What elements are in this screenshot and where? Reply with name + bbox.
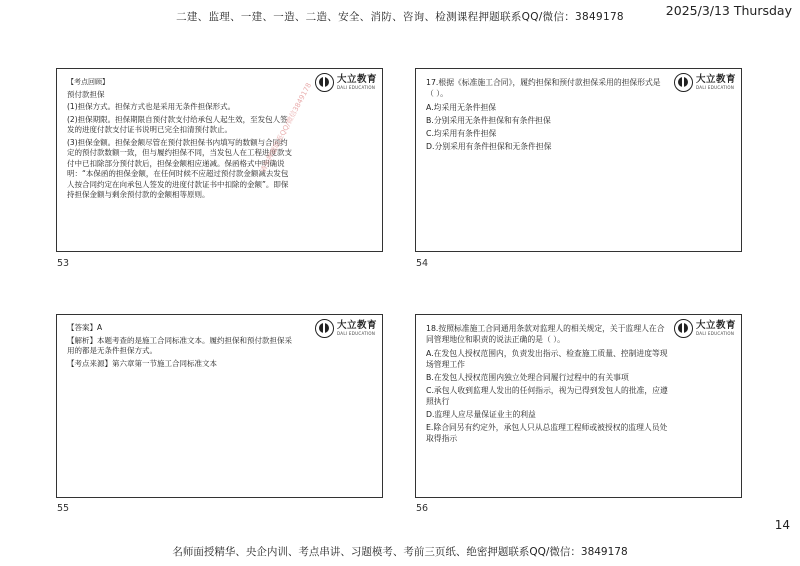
slide-54-content (426, 77, 666, 154)
logo-icon (315, 319, 334, 338)
slide-54 (415, 68, 742, 252)
logo-name: 大立教育 (695, 73, 736, 85)
slide-number: 54 (416, 258, 429, 269)
logo (674, 73, 736, 92)
slide-56-line: A.在发包人授权范围内，负责发出指示、检查施工质量、控制进度等现场管理工作 (426, 349, 668, 369)
logo-icon (315, 73, 334, 92)
slide-number: 56 (416, 503, 429, 514)
top-banner: 二建、监理、一建、一造、二造、安全、消防、咨询、检测课程押题联系QQ/微信：3849178 (176, 11, 624, 23)
slide-54-line: D.分别采用有条件担保和无条件担保 (426, 142, 552, 151)
slide-53-line: 【考点回顾】 (67, 78, 109, 86)
slide-56-line: D.监理人应尽量保证业主的利益 (426, 410, 536, 419)
logo (674, 319, 736, 338)
logo-icon (674, 73, 693, 92)
logo (315, 319, 377, 338)
logo-subtitle: DALI EDUCATION (695, 331, 735, 337)
logo-icon (674, 319, 693, 338)
logo-name: 大立教育 (336, 73, 377, 85)
logo-subtitle: DALI EDUCATION (695, 85, 735, 91)
slide-53-line: (3)担保金额。担保金额尽管在预付款担保书内填写的数额与合同约定的预付款数额一致，但与履约担保不同，当发包人在工程进度款支付中已扣除部分预付款后，担保金额相应递减。保函格式中明确说明：“本保函的担保金额，在任何时候不应超过预付款金额减去发包人按合同约定在向承包人签发的进度付款证书中扣除的金额”。即保持担保金额与剩余预付款的金额相等原则。 (67, 137, 292, 199)
slide-54-line: A.均采用无条件担保 (426, 103, 497, 112)
slide-number: 53 (57, 258, 70, 269)
slide-53-line: (2)担保期限。担保期限自预付款支付给承包人起生效，至发包人签发的进度付款支付证书说明已完全扣清预付款止。 (67, 114, 288, 134)
slide-53-line: 预付款担保 (67, 89, 105, 99)
bottom-banner: 名师面授精华、央企内训、考点串讲、习题模考、考前三页纸、绝密押题联系QQ/微信：3849178 (172, 546, 628, 558)
logo (315, 73, 377, 92)
logo-name: 大立教育 (695, 319, 736, 331)
slide-53-line: (1)担保方式。担保方式也是采用无条件担保形式。 (67, 102, 236, 111)
watermark: 请勿押题联系QQ/微信3849178 (258, 81, 314, 175)
slide-54-line: C.均采用有条件担保 (426, 129, 497, 138)
page-number: 14 (774, 518, 790, 532)
logo-name: 大立教育 (336, 319, 377, 331)
slide-54-line: B.分别采用无条件担保和有条件担保 (426, 116, 551, 125)
logo-subtitle: DALI EDUCATION (336, 85, 376, 91)
slide-55-line: 【解析】本题考查的是施工合同标准文本。履约担保和预付款担保采用的都是无条件担保方式。 (67, 335, 292, 355)
slide-56-line: C.承包人收到监理人发出的任何指示，视为已得到发包人的批准，应遵照执行 (426, 386, 668, 406)
slide-53 (56, 68, 383, 252)
slide-55-content (67, 323, 295, 371)
slide-55-line: 【答案】A (67, 323, 103, 332)
slide-53-content (67, 77, 295, 203)
slide-56-content (426, 323, 668, 446)
slide-56-line: 18.按照标准施工合同通用条款对监理人的相关规定，关于监理人在合同管理地位和职责的说法正确的是（ ）。 (426, 324, 665, 344)
slide-54-line: 17.根据《标准施工合同》，履约担保和预付款担保采用的担保形式是（ ）。 (426, 78, 661, 98)
slide-56 (415, 314, 742, 498)
logo-subtitle: DALI EDUCATION (336, 331, 376, 337)
slide-56-line: B.在发包人授权范围内独立处理合同履行过程中的有关事项 (426, 373, 629, 382)
slide-55-line: 【考点来源】第六章第一节施工合同标准文本 (67, 358, 217, 368)
slide-number: 55 (57, 503, 70, 514)
slide-55 (56, 314, 383, 498)
date-text: 2025/3/13 Thursday (665, 3, 792, 18)
slide-56-line: E.除合同另有约定外，承包人只从总监理工程师或被授权的监理人员处取得指示 (426, 423, 668, 443)
